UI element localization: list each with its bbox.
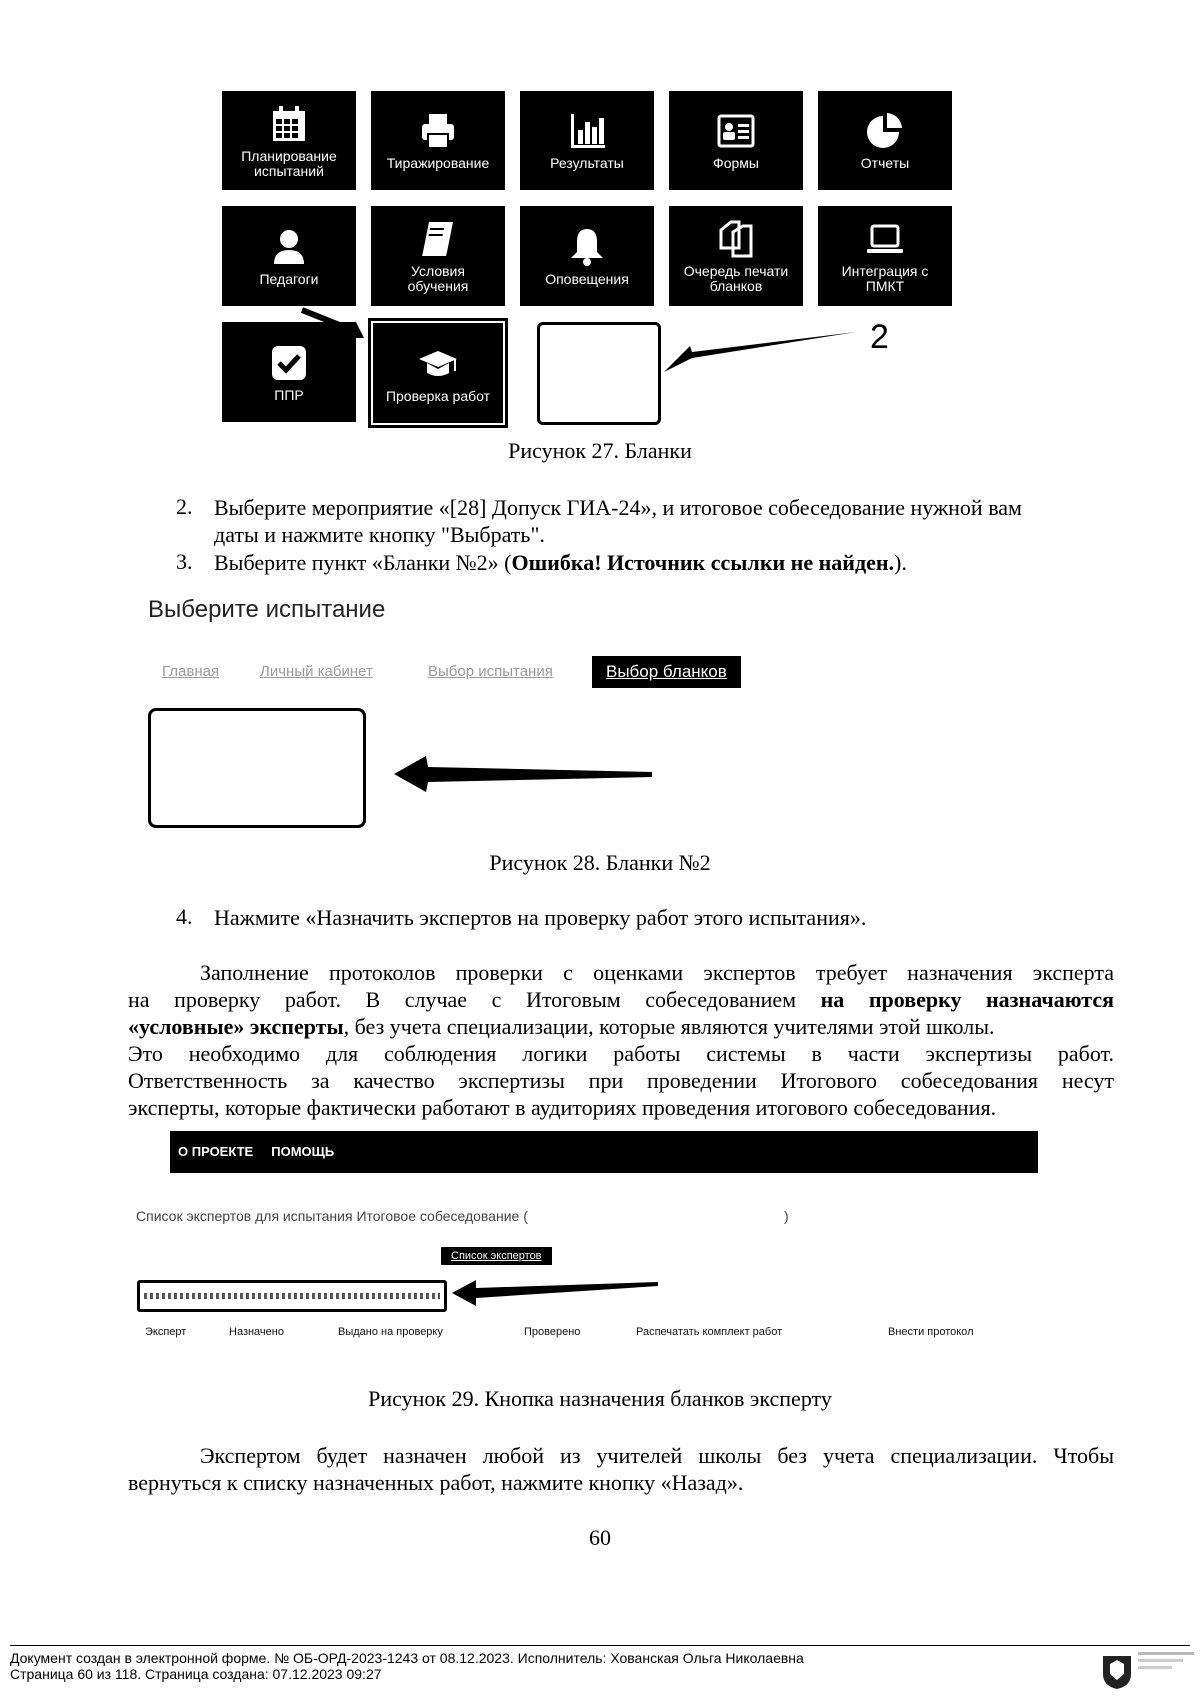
tile-label: Формы [713, 155, 759, 171]
paragraph-line-part: , без учета специализации, которые являются учителями этой школы. [343, 1014, 995, 1039]
blurred-button-text [144, 1293, 440, 1299]
bar-chart-icon [566, 110, 608, 152]
tile-print-queue[interactable] [669, 206, 803, 306]
tile-teachers[interactable] [222, 206, 356, 306]
breadcrumb-home[interactable]: Главная [162, 663, 220, 680]
paragraph-line: Ответственность за качество экспертизы при проведении Итогового собеседования несут [128, 1068, 1114, 1093]
paragraph-back [128, 1442, 1114, 1496]
arrow-left-icon [390, 752, 660, 792]
paragraph-line: Заполнение протоколов проверки с оценками экспертов требует назначения эксперта [200, 960, 1114, 985]
step-3-text [214, 549, 1114, 576]
experts-list-title: Список экспертов для испытания Итоговое собеседование ( [136, 1208, 528, 1224]
paragraph-line-bold: «условные» эксперты [128, 1014, 344, 1039]
figure-caption: Рисунок 28. Бланки №2 [489, 850, 711, 875]
step-2-text [214, 494, 1114, 548]
list-number: 2. [176, 494, 193, 519]
paragraph-line: вернуться к списку назначенных работ, нажмите кнопку «Назад». [128, 1470, 744, 1495]
nav-help[interactable]: ПОМОЩЬ [271, 1144, 335, 1159]
tile-learning-conditions[interactable] [371, 206, 505, 306]
column-issued: Выдано на проверку [338, 1326, 443, 1338]
marker-number: 2 [870, 318, 889, 356]
tile-label: Оповещения [545, 270, 629, 287]
footer-divider [10, 1645, 1190, 1646]
tile-label: Планирование испытаний [241, 147, 337, 179]
breadcrumb-select-test[interactable]: Выбор испытания [428, 663, 553, 680]
tile-label: Тиражирование [386, 155, 490, 171]
step-3-error-ref: Ошибка! Источник ссылки не найден. [511, 550, 895, 575]
tile-planning[interactable] [222, 91, 356, 190]
tile-pmkt-integration[interactable] [818, 206, 952, 306]
tile-notifications[interactable] [520, 206, 654, 306]
breadcrumb-cabinet[interactable]: Личный кабинет [260, 663, 373, 680]
highlight-frame [537, 322, 661, 425]
paragraph-line: Это необходимо для соблюдения логики работы системы в части экспертизы работ. [128, 1041, 1114, 1066]
paragraph-line: Экспертом будет назначен любой из учителей школы без учета специализации. Чтобы [200, 1443, 1114, 1468]
laptop-icon [864, 218, 906, 260]
tile-label: ППР [274, 386, 304, 403]
tile-replication[interactable] [371, 91, 505, 190]
bell-icon [566, 226, 608, 268]
tile-reports[interactable] [818, 91, 952, 190]
tile-results[interactable] [520, 91, 654, 190]
calendar-icon [268, 103, 310, 145]
paragraph-line-bold: на проверку назначаются [820, 987, 1114, 1012]
highlight-frame [148, 708, 366, 828]
column-assigned: Назначено [229, 1326, 284, 1338]
tile-work-check[interactable] [368, 318, 508, 428]
paragraph-line [128, 1013, 1114, 1040]
paragraph-line: эксперты, которые фактически работают в аудиториях проведения итогового собеседования. [128, 1095, 997, 1120]
tile-label: Условия обучения [407, 263, 469, 294]
column-print-set: Распечатать комплект работ [636, 1326, 783, 1338]
tile-forms[interactable] [669, 91, 803, 190]
figure-caption: Рисунок 27. Бланки [508, 438, 692, 463]
paragraph-experts [128, 959, 1114, 1121]
list-number: 4. [176, 904, 193, 929]
column-checked: Проверено [524, 1326, 581, 1338]
page-number: 60 [589, 1525, 611, 1550]
breadcrumb-select-forms[interactable]: Выбор бланков [592, 656, 741, 688]
assign-button-frame[interactable] [137, 1280, 447, 1312]
footer-doc-info: Документ создан в электронной форме. № ОБ-ОРД-2023-1243 от 08.12.2023. Исполнитель: Хованская Ольга Николаевна [10, 1650, 804, 1666]
tile-label: Педагоги [259, 270, 319, 287]
experts-list-title-end: ) [784, 1208, 789, 1224]
arrow-left-icon [448, 1276, 662, 1310]
experts-list-button[interactable]: Список экспертов [441, 1247, 552, 1265]
page-title: Выберите испытание [148, 596, 386, 623]
column-expert: Эксперт [145, 1326, 187, 1338]
tile-label: Интеграция с ПМКТ [841, 263, 929, 294]
tile-label: Проверка работ [385, 387, 491, 404]
figure-caption: Рисунок 29. Кнопка назначения бланков эксперту [368, 1386, 832, 1411]
gov-logo-text [1138, 1652, 1194, 1669]
footer-page-info: Страница 60 из 118. Страница создана: 07.12.2023 09:27 [10, 1666, 382, 1682]
column-enter-protocol: Внести протокол [888, 1326, 974, 1338]
step-2-line: Выберите мероприятие «[28] Допуск ГИА-24», и итоговое собеседование нужной вам [214, 495, 1022, 520]
pointer-arrow-icon [300, 300, 370, 350]
step-3-text-b: ). [894, 550, 907, 575]
paragraph-line [128, 986, 1114, 1013]
tile-label: Очередь печати бланков [683, 263, 789, 294]
nav-about[interactable]: О ПРОЕКТЕ [178, 1144, 254, 1159]
graduation-cap-icon [417, 343, 459, 385]
printer-icon [417, 110, 459, 152]
list-number: 3. [176, 549, 193, 574]
id-card-icon [715, 110, 757, 152]
copy-icon [715, 218, 757, 260]
arrow-left-icon [660, 318, 860, 378]
step-4-text: Нажмите «Назначить экспертов на проверку работ этого испытания». [214, 905, 867, 930]
book-icon [417, 218, 459, 260]
pie-chart-icon [864, 110, 906, 152]
paragraph-line-part: на проверку работ. В случае с Итоговым собеседованием [128, 987, 821, 1012]
top-nav-bar [170, 1131, 1038, 1173]
user-icon [268, 226, 310, 268]
step-2-line: даты и нажмите кнопку "Выбрать". [214, 522, 545, 547]
tile-label: Отчеты [860, 155, 910, 171]
step-3-text-a: Выберите пункт «Бланки №2» ( [214, 550, 512, 575]
tile-label: Результаты [550, 155, 624, 171]
coat-of-arms-icon [1100, 1650, 1134, 1690]
